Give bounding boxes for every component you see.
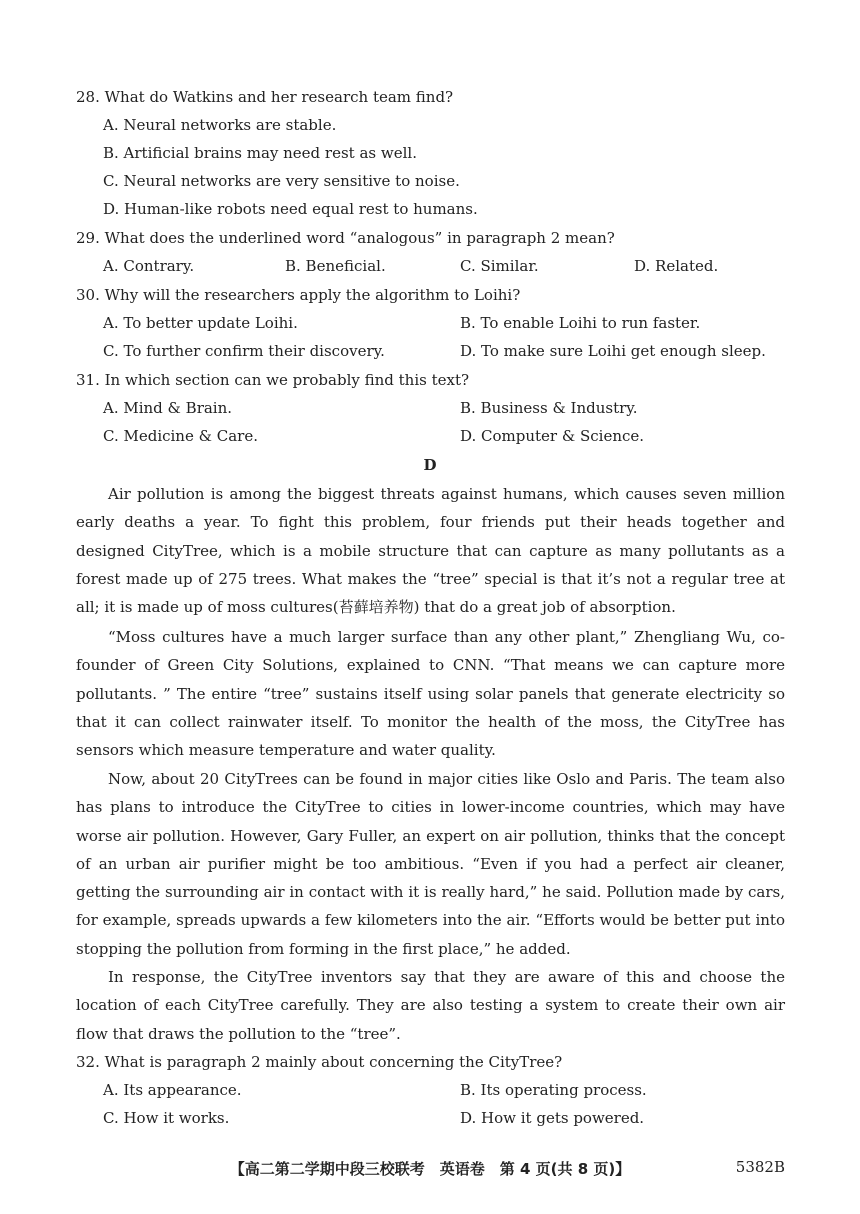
question-28-option-b: B. Artificial brains may need rest as well. [103,144,417,162]
page-footer-title: 【高二第二学期中段三校联考 英语卷 第 4 页(共 8 页)】 [229,1160,631,1178]
question-32-stem: 32. What is paragraph 2 mainly about concerning the CityTree? [76,1053,563,1071]
page-footer-code: 5382B [735,1158,785,1176]
question-31-option-d: D. Computer & Science. [460,427,645,445]
question-28-option-d: D. Human-like robots need equal rest to humans. [103,200,478,218]
question-28-option-c: C. Neural networks are very sensitive to noise. [103,172,460,190]
question-32-option-b: B. Its operating process. [460,1081,647,1099]
question-30-stem: 30. Why will the researchers apply the algorithm to Loihi? [76,286,521,304]
question-32-option-c: C. How it works. [103,1109,230,1127]
question-29-option-b: B. Beneficial. [285,257,386,275]
question-31-option-c: C. Medicine & Care. [103,427,258,445]
question-31-option-b: B. Business & Industry. [460,399,638,417]
question-29-option-c: C. Similar. [460,257,539,275]
question-29-option-a: A. Contrary. [103,257,195,275]
question-29-option-d: D. Related. [634,257,719,275]
question-32-option-d: D. How it gets powered. [460,1109,645,1127]
question-31-option-a: A. Mind & Brain. [103,399,233,417]
question-29-stem: 29. What does the underlined word “analogous” in paragraph 2 mean? [76,229,615,247]
question-30-option-d: D. To make sure Loihi get enough sleep. [460,342,766,360]
passage-paragraph-2: “Moss cultures have a much larger surface than any other plant,” Zhengliang Wu, co-founder of Green City Solutions, explained to CNN. “That means we can capture more pollutants. ” The entire “tree” sustains itself using solar panels that generate electricity so that it can collect rainwater itself. To monitor the health of the moss, the CityTree has sensors which measure temperature and water quality. [76,628,785,760]
question-32-option-a: A. Its appearance. [103,1081,242,1099]
question-30-option-c: C. To further confirm their discovery. [103,342,385,360]
section-title: D [423,456,437,474]
question-31-stem: 31. In which section can we probably find this text? [76,371,470,389]
question-28-stem: 28. What do Watkins and her research team find? [76,88,454,106]
question-28-option-a: A. Neural networks are stable. [103,116,337,134]
passage-paragraph-1: Air pollution is among the biggest threats against humans, which causes seven million early deaths a year. To fight this problem, four friends put their heads together and designed CityTree, which is a mobile structure that can capture as many pollutants as a forest made up of 275 trees. What makes the “tree” special is that it’s not a regular tree at all; it is made up of moss cultures(苔藓培养物) that do a great job of absorption. [76,485,785,617]
question-30-option-a: A. To better update Loihi. [103,314,298,332]
passage-paragraph-3: Now, about 20 CityTrees can be found in major cities like Oslo and Paris. The team also has plans to introduce the CityTree to cities in lower-income countries, which may have worse air pollution. However, Gary Fuller, an expert on air pollution, thinks that the concept of an urban air purifier might be too ambitious. “Even if you had a perfect air cleaner, getting the surrounding air in contact with it is really hard,” he said. Pollution made by cars, for example, spreads upwards a few kilometers into the air. “Efforts would be better put into stopping the pollution from forming in the first place,” he added. [76,770,785,958]
question-30-option-b: B. To enable Loihi to run faster. [460,314,701,332]
passage-paragraph-4: In response, the CityTree inventors say that they are aware of this and choose the location of each CityTree carefully. They are also testing a system to create their own air flow that draws the pollution to the “tree”. [76,968,785,1043]
